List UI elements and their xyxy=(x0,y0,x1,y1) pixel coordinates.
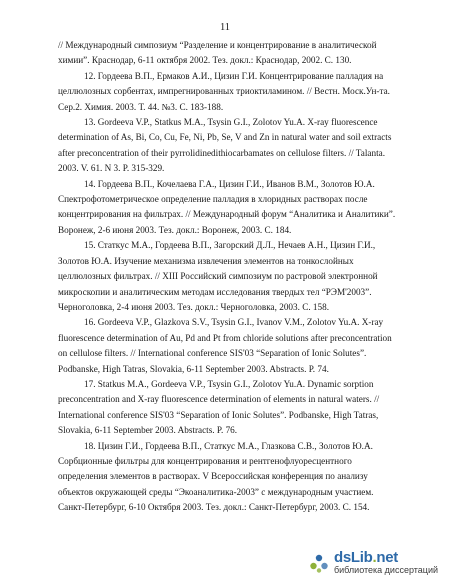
reference-line: Podbanske, High Tatras, Slovakia, 6-11 September 2003. Abstracts. P. 74. xyxy=(58,363,329,374)
logo-brand-text xyxy=(334,550,438,565)
reference-line: Спектрофотометрическое определение палладия в хлоридных растворах после xyxy=(58,194,368,205)
reference-item xyxy=(58,238,410,315)
reference-line: 16. Gordeeva V.P., Glazkova S.V., Tsysin G.I., Ivanov V.M., Zolotov Yu.A. X-ray xyxy=(84,317,384,328)
reference-line: 12. Гордеева В.П., Ермаков А.И., Цизин Г.И. Концентрирование палладия на xyxy=(84,70,384,81)
reference-item xyxy=(58,115,410,177)
reference-line: 17. Statkus M.A., Gordeeva V.P., Tsysin G.I., Zolotov Yu.A. Dynamic sorption xyxy=(84,378,374,389)
reference-item xyxy=(58,177,410,239)
reference-line: объектов окружающей среды “Экоаналитика-2003” с международным участием. xyxy=(58,486,374,497)
reference-line: целлюлозных фильтрах. // XIII Российский симпозиум по растровой электронной xyxy=(58,271,378,282)
reference-item xyxy=(58,439,410,516)
logo-brand-main: dsLib xyxy=(333,549,373,566)
page-number: 11 xyxy=(219,22,231,33)
reference-line: on cellulose filters. // International conference SIS'03 “Separation of Ionic Solutes”. xyxy=(58,348,367,359)
reference-line: Золотов Ю.А. Изучение механизма извлечения элементов на тонкослойных xyxy=(58,255,354,266)
reference-line: 13. Gordeeva V.P., Statkus M.A., Tsysin G.I., Zolotov Yu.A. X-ray fluorescence xyxy=(84,117,378,128)
reference-item xyxy=(58,69,410,115)
reference-line: Slovakia, 6-11 September 2003. Abstracts. P. 76. xyxy=(58,425,238,436)
reference-line: determination of As, Bi, Co, Cu, Fe, Ni, Pb, Se, V and Zn in natural water and soil extracts xyxy=(58,132,392,143)
reference-line: fluorescence determination of Au, Pd and Pt from chloride solutions after preconcentration xyxy=(58,332,392,343)
reference-line: 18. Цизин Г.И., Гордеева В.П., Статкус М.А., Глазкова С.В., Золотов Ю.А. xyxy=(84,440,373,451)
reference-line: after preconcentration of their pyrrolidinedithiocarbamates on cellulose filters. // Talanta. xyxy=(58,147,386,158)
reference-line: целлюлозных сорбентах, импрегнированных триоктиламином. // Вестн. Моск.Ун-та. xyxy=(58,86,390,97)
reference-item xyxy=(58,38,410,69)
reference-item xyxy=(58,315,410,377)
reference-line: 2003. V. 61. N 3. P. 315-329. xyxy=(58,163,165,174)
reference-item xyxy=(58,377,410,439)
reference-line: Сер.2. Химия. 2003. Т. 44. №3. С. 183-188. xyxy=(58,101,224,112)
reference-line: 15. Статкус М.А., Гордеева В.П., Загорский Д.Л., Нечаев А.Н., Цизин Г.И., xyxy=(84,240,376,251)
reference-line: Воронеж, 2-6 июня 2003. Тез. докл.: Воронеж, 2003. С. 184. xyxy=(58,224,292,235)
logo-brand-dot: . xyxy=(372,549,377,566)
reference-list xyxy=(58,38,410,516)
reference-line: 14. Гордеева В.П., Кочелаева Г.А., Цизин Г.И., Иванов В.М., Золотов Ю.А. xyxy=(84,178,375,189)
logo-brand-tld: net xyxy=(376,549,398,566)
reference-line: микроскопии и аналитическим методам исследования твердых тел “РЭМ'2003”. xyxy=(58,286,372,297)
reference-line: Сорбционные фильтры для концентрирования и рентгенофлуоресцентного xyxy=(58,455,352,466)
reference-line: Санкт-Петербург, 6-10 Октября 2003. Тез. докл.: Санкт-Петербург, 2003. С. 154. xyxy=(58,502,370,513)
reference-line: preconcentration and X-ray fluorescence determination of elements in natural waters. // xyxy=(58,394,380,405)
reference-line: концентрирования на фильтрах. // Международный форум “Аналитика и Аналитики”. xyxy=(58,209,396,220)
reference-line: Черноголовка, 2-4 июня 2003. Тез. докл.: Черноголовка, 2003. С. 158. xyxy=(58,301,329,312)
reference-line: International conference SIS'03 “Separation of Ionic Solutes”. Podbanske, High Tatras, xyxy=(58,409,379,420)
dslib-logo-icon xyxy=(308,552,330,574)
dslib-logo[interactable] xyxy=(308,550,438,575)
reference-line: химии”. Краснодар, 6-11 октября 2002. Тез. докл.: Краснодар, 2002. С. 130. xyxy=(58,55,352,66)
reference-line: // Международный симпозиум “Разделение и концентрирование в аналитической xyxy=(58,40,377,50)
logo-tagline: библиотека диссертаций xyxy=(333,565,438,575)
reference-line: определения элементов в растворах. V Всероссийская конференция по анализу xyxy=(58,471,368,482)
